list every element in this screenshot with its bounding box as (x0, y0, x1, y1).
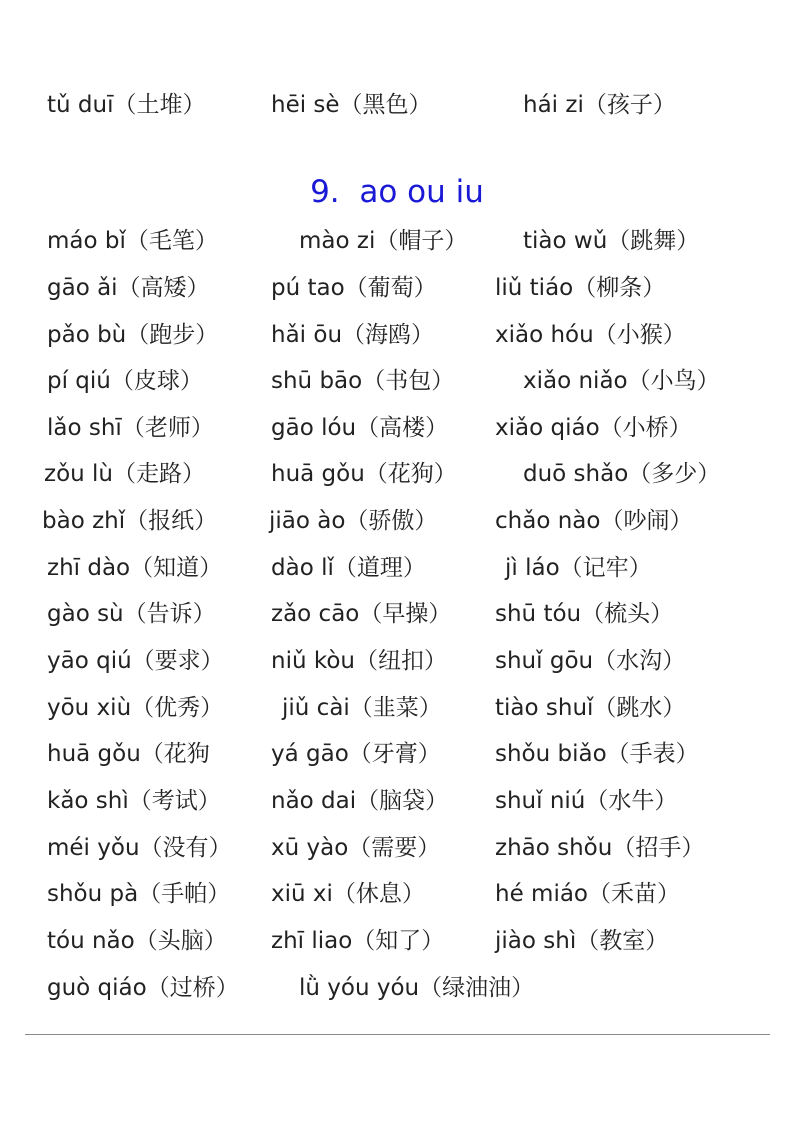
word-entry: zhī dào（知道） (47, 555, 223, 581)
word-entry: jiào shì（教室） (495, 928, 669, 954)
word-row (0, 411, 794, 445)
word-entry: tiào shuǐ（跳水） (495, 695, 686, 721)
word-entry: lǜ yóu yóu（绿油油） (299, 975, 535, 1001)
section-heading: 9. ao ou iu (310, 174, 484, 210)
word-entry: shuǐ gōu（水沟） (495, 648, 686, 674)
word-entry: pí qiú（皮球） (47, 368, 203, 394)
word-entry: tǔ duī（土堆） (47, 92, 206, 118)
word-entry: hǎi ōu（海鸥） (271, 322, 435, 348)
word-entry: shǒu pà（手帕） (47, 881, 231, 907)
word-row (0, 318, 794, 352)
word-entry: huā gǒu（花狗） (271, 461, 457, 487)
word-entry: pǎo bù（跑步） (47, 322, 219, 348)
word-row-top (0, 88, 794, 122)
word-entry: hái zi（孩子） (523, 92, 676, 118)
word-row (0, 877, 794, 911)
word-entry: yāo qiú（要求） (47, 648, 224, 674)
word-entry: mào zi（帽子） (299, 228, 468, 254)
word-entry: huā gǒu（花狗 (47, 741, 210, 767)
word-row (0, 644, 794, 678)
word-entry: duō shǎo（多少） (523, 461, 721, 487)
word-entry: yōu xiù（优秀） (47, 695, 224, 721)
word-entry: gāo ǎi（高矮） (47, 275, 210, 301)
word-row (0, 784, 794, 818)
word-entry: zhāo shǒu（招手） (495, 835, 705, 861)
word-entry: shū bāo（书包） (271, 368, 455, 394)
word-entry: shū tóu（梳头） (495, 601, 674, 627)
word-entry: kǎo shì（考试） (47, 788, 221, 814)
word-entry: liǔ tiáo（柳条） (495, 275, 666, 301)
word-entry: tiào wǔ（跳舞） (523, 228, 700, 254)
word-row (0, 504, 794, 538)
word-entry: chǎo nào（吵闹） (495, 508, 693, 534)
word-entry: hé miáo（禾苗） (495, 881, 680, 907)
word-entry: xiǎo qiáo（小桥） (495, 415, 692, 441)
word-entry: xū yào（需要） (271, 835, 441, 861)
word-entry: shuǐ niú（水牛） (495, 788, 678, 814)
word-entry: jiāo ào（骄傲） (269, 508, 438, 534)
word-entry: guò qiáo（过桥） (47, 975, 239, 1001)
word-entry: hēi sè（黑色） (271, 92, 432, 118)
word-entry: xiū xi（休息） (271, 881, 425, 907)
word-entry: tóu nǎo（头脑） (47, 928, 227, 954)
word-entry: gào sù（告诉） (47, 601, 216, 627)
word-entry: lǎo shī（老师） (47, 415, 214, 441)
word-entry: pú tao（葡萄） (271, 275, 437, 301)
word-entry: shǒu biǎo（手表） (495, 741, 699, 767)
word-entry: bào zhǐ（报纸） (42, 508, 218, 534)
word-entry: dào lǐ（道理） (271, 555, 426, 581)
word-row (0, 924, 794, 958)
word-row (0, 831, 794, 865)
word-row (0, 971, 794, 1005)
word-row (0, 364, 794, 398)
word-entry: jì láo（记牢） (505, 555, 652, 581)
word-entry: xiǎo hóu（小猴） (495, 322, 686, 348)
word-row (0, 457, 794, 491)
word-entry: nǎo dai（脑袋） (271, 788, 449, 814)
word-entry: xiǎo niǎo（小鸟） (523, 368, 720, 394)
word-entry: gāo lóu（高楼） (271, 415, 449, 441)
word-row (0, 597, 794, 631)
word-row (0, 271, 794, 305)
word-entry: yá gāo（牙膏） (271, 741, 441, 767)
word-row (0, 691, 794, 725)
word-row (0, 224, 794, 258)
divider-line (25, 1034, 770, 1035)
word-entry: jiǔ cài（韭菜） (282, 695, 442, 721)
word-entry: zhī liao（知了） (271, 928, 445, 954)
word-entry: zǎo cāo（早操） (271, 601, 452, 627)
word-row (0, 551, 794, 585)
word-entry: méi yǒu（没有） (47, 835, 232, 861)
word-entry: zǒu lù（走路） (44, 461, 205, 487)
word-entry: niǔ kòu（纽扣） (271, 648, 448, 674)
word-row (0, 737, 794, 771)
word-entry: máo bǐ（毛笔） (47, 228, 218, 254)
